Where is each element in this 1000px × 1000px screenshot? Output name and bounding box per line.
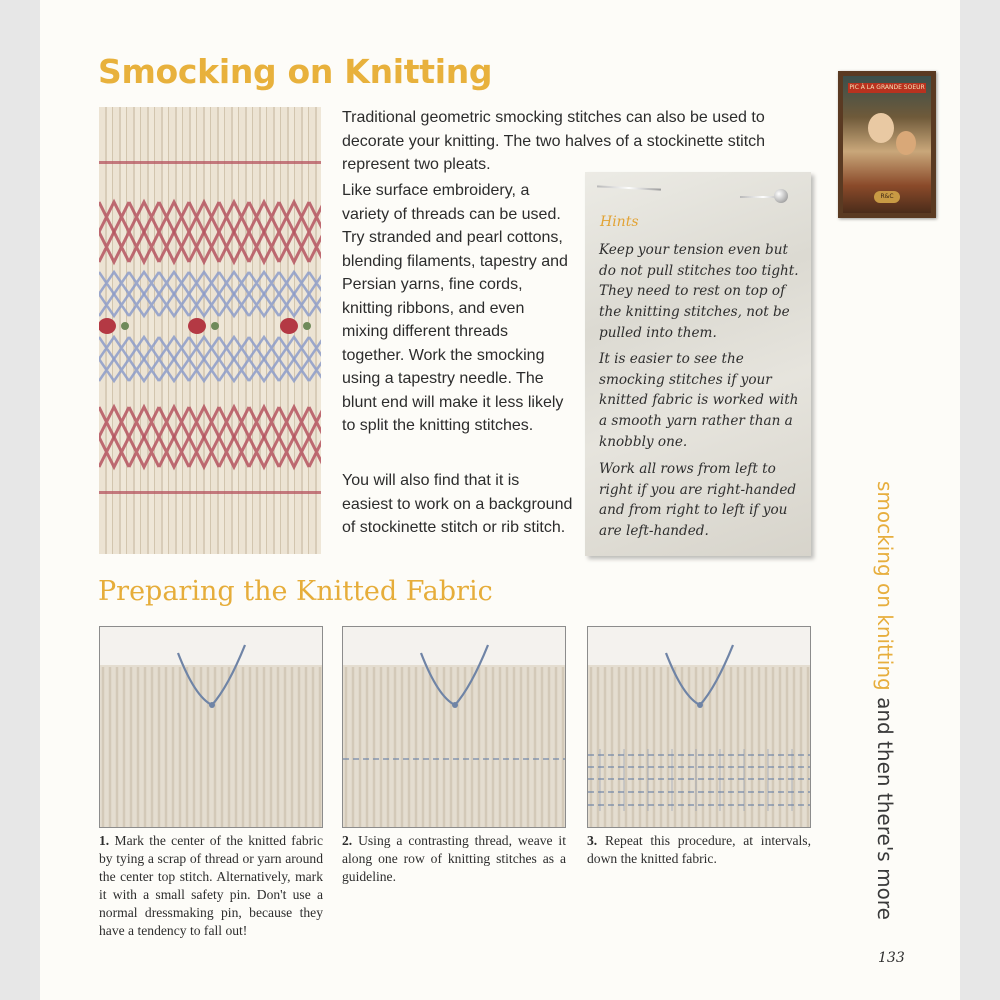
hint-item: Keep your tension even but do not pull stitches too tight. They need to rest on top of the knitting stitches, not be pulled into them.: [599, 242, 799, 341]
knitted-fabric: [343, 665, 565, 827]
rosebud-leaf: [121, 322, 129, 330]
step-number: 2.: [342, 833, 353, 848]
smocking-stitch-row: [99, 359, 321, 381]
rosebud: [280, 318, 298, 334]
step-2-photo: [342, 626, 566, 828]
smocking-stitch-row: [99, 337, 321, 359]
knitted-fabric-many-guidelines: [588, 627, 810, 827]
hints-title: Hints: [600, 214, 639, 230]
page-title: Smocking on Knitting: [98, 52, 493, 91]
chapter-side-tab: [872, 481, 898, 920]
vintage-card-image: [838, 71, 936, 218]
section-title: Preparing the Knitted Fabric: [98, 576, 493, 607]
vintage-card-banner: [848, 83, 926, 93]
side-tab-highlight: smocking on knitting: [873, 481, 897, 691]
smocking-band: [99, 161, 321, 164]
smocking-stitch-row: [99, 202, 321, 232]
smocking-sample-photo: [99, 107, 321, 554]
vintage-card-figure-child: [896, 131, 916, 155]
step-2-caption: [342, 832, 566, 886]
knitted-fabric-one-guideline: [343, 627, 565, 827]
intro-paragraph: Traditional geometric smocking stitches can also be used to decorate your knitting. The two halves of a stockinette stitch represent two pleats.: [342, 109, 766, 173]
step-1-photo: [99, 626, 323, 828]
rosebud-leaf: [303, 322, 311, 330]
step-3-photo: [587, 626, 811, 828]
background-paragraph: You will also find that it is easiest to work on a background of stockinette stitch or rib stitch.: [342, 472, 573, 536]
smocking-stitch-row: [99, 232, 321, 262]
rosebud: [99, 318, 116, 334]
threads-paragraph: Like surface embroidery, a variety of threads can be used. Try stranded and pearl cottons, blending filaments, tapestry and Persian yarns, fine cords, knitting ribbons, and even mixing different threads together. Work the smocking using a tapestry needle. The blunt end will make it less likely to split the knitting stitches.: [342, 182, 568, 434]
knitted-fabric: [588, 665, 810, 827]
rosebud-leaf: [211, 322, 219, 330]
knitted-fabric: [100, 665, 322, 827]
step-number: 3.: [587, 833, 598, 848]
smocking-stitch-row: [99, 294, 321, 316]
pin-left-icon: [597, 185, 661, 190]
vintage-card-figure: [868, 113, 894, 143]
step-text: Using a contrasting thread, weave it along one row of knitting stitches as a guideline.: [342, 833, 566, 884]
pin-head-icon: [774, 189, 788, 203]
step-text: Mark the center of the knitted fabric by tying a scrap of thread or yarn around the center top stitch. Alternatively, mark it with a small safety pin. Don't use a normal dressmaking pin, because they have a tendency to fall out!: [99, 833, 323, 938]
smocking-stitch-row: [99, 272, 321, 294]
smocking-stitch-row: [99, 437, 321, 467]
page-number: 133: [878, 950, 905, 966]
thread-knot-icon: [209, 702, 215, 708]
thread-knot-icon: [452, 702, 458, 708]
knitted-fabric-marked-center: [100, 627, 322, 827]
step-number: 1.: [99, 833, 110, 848]
rosebud: [188, 318, 206, 334]
thread-knot-icon: [697, 702, 703, 708]
step-text: Repeat this procedure, at intervals, down the knitted fabric.: [587, 833, 811, 866]
vintage-card-banner-text: PIC À LA GRANDE SOEUR: [849, 84, 925, 91]
step-3-caption: [587, 832, 811, 868]
smocking-stitch-row: [99, 407, 321, 437]
vintage-card-emblem: R&C: [874, 191, 900, 203]
hint-item: It is easier to see the smocking stitches if your knitted fabric is worked with a smooth yarn rather than a knobbly one.: [599, 351, 799, 450]
hint-item: Work all rows from left to right if you are right-handed and from right to left if you are left-handed.: [599, 461, 797, 540]
smocking-pattern: [99, 107, 321, 554]
smocking-band: [99, 491, 321, 494]
side-tab-rest: and then there's more: [873, 697, 897, 920]
step-1-caption: [99, 832, 323, 940]
